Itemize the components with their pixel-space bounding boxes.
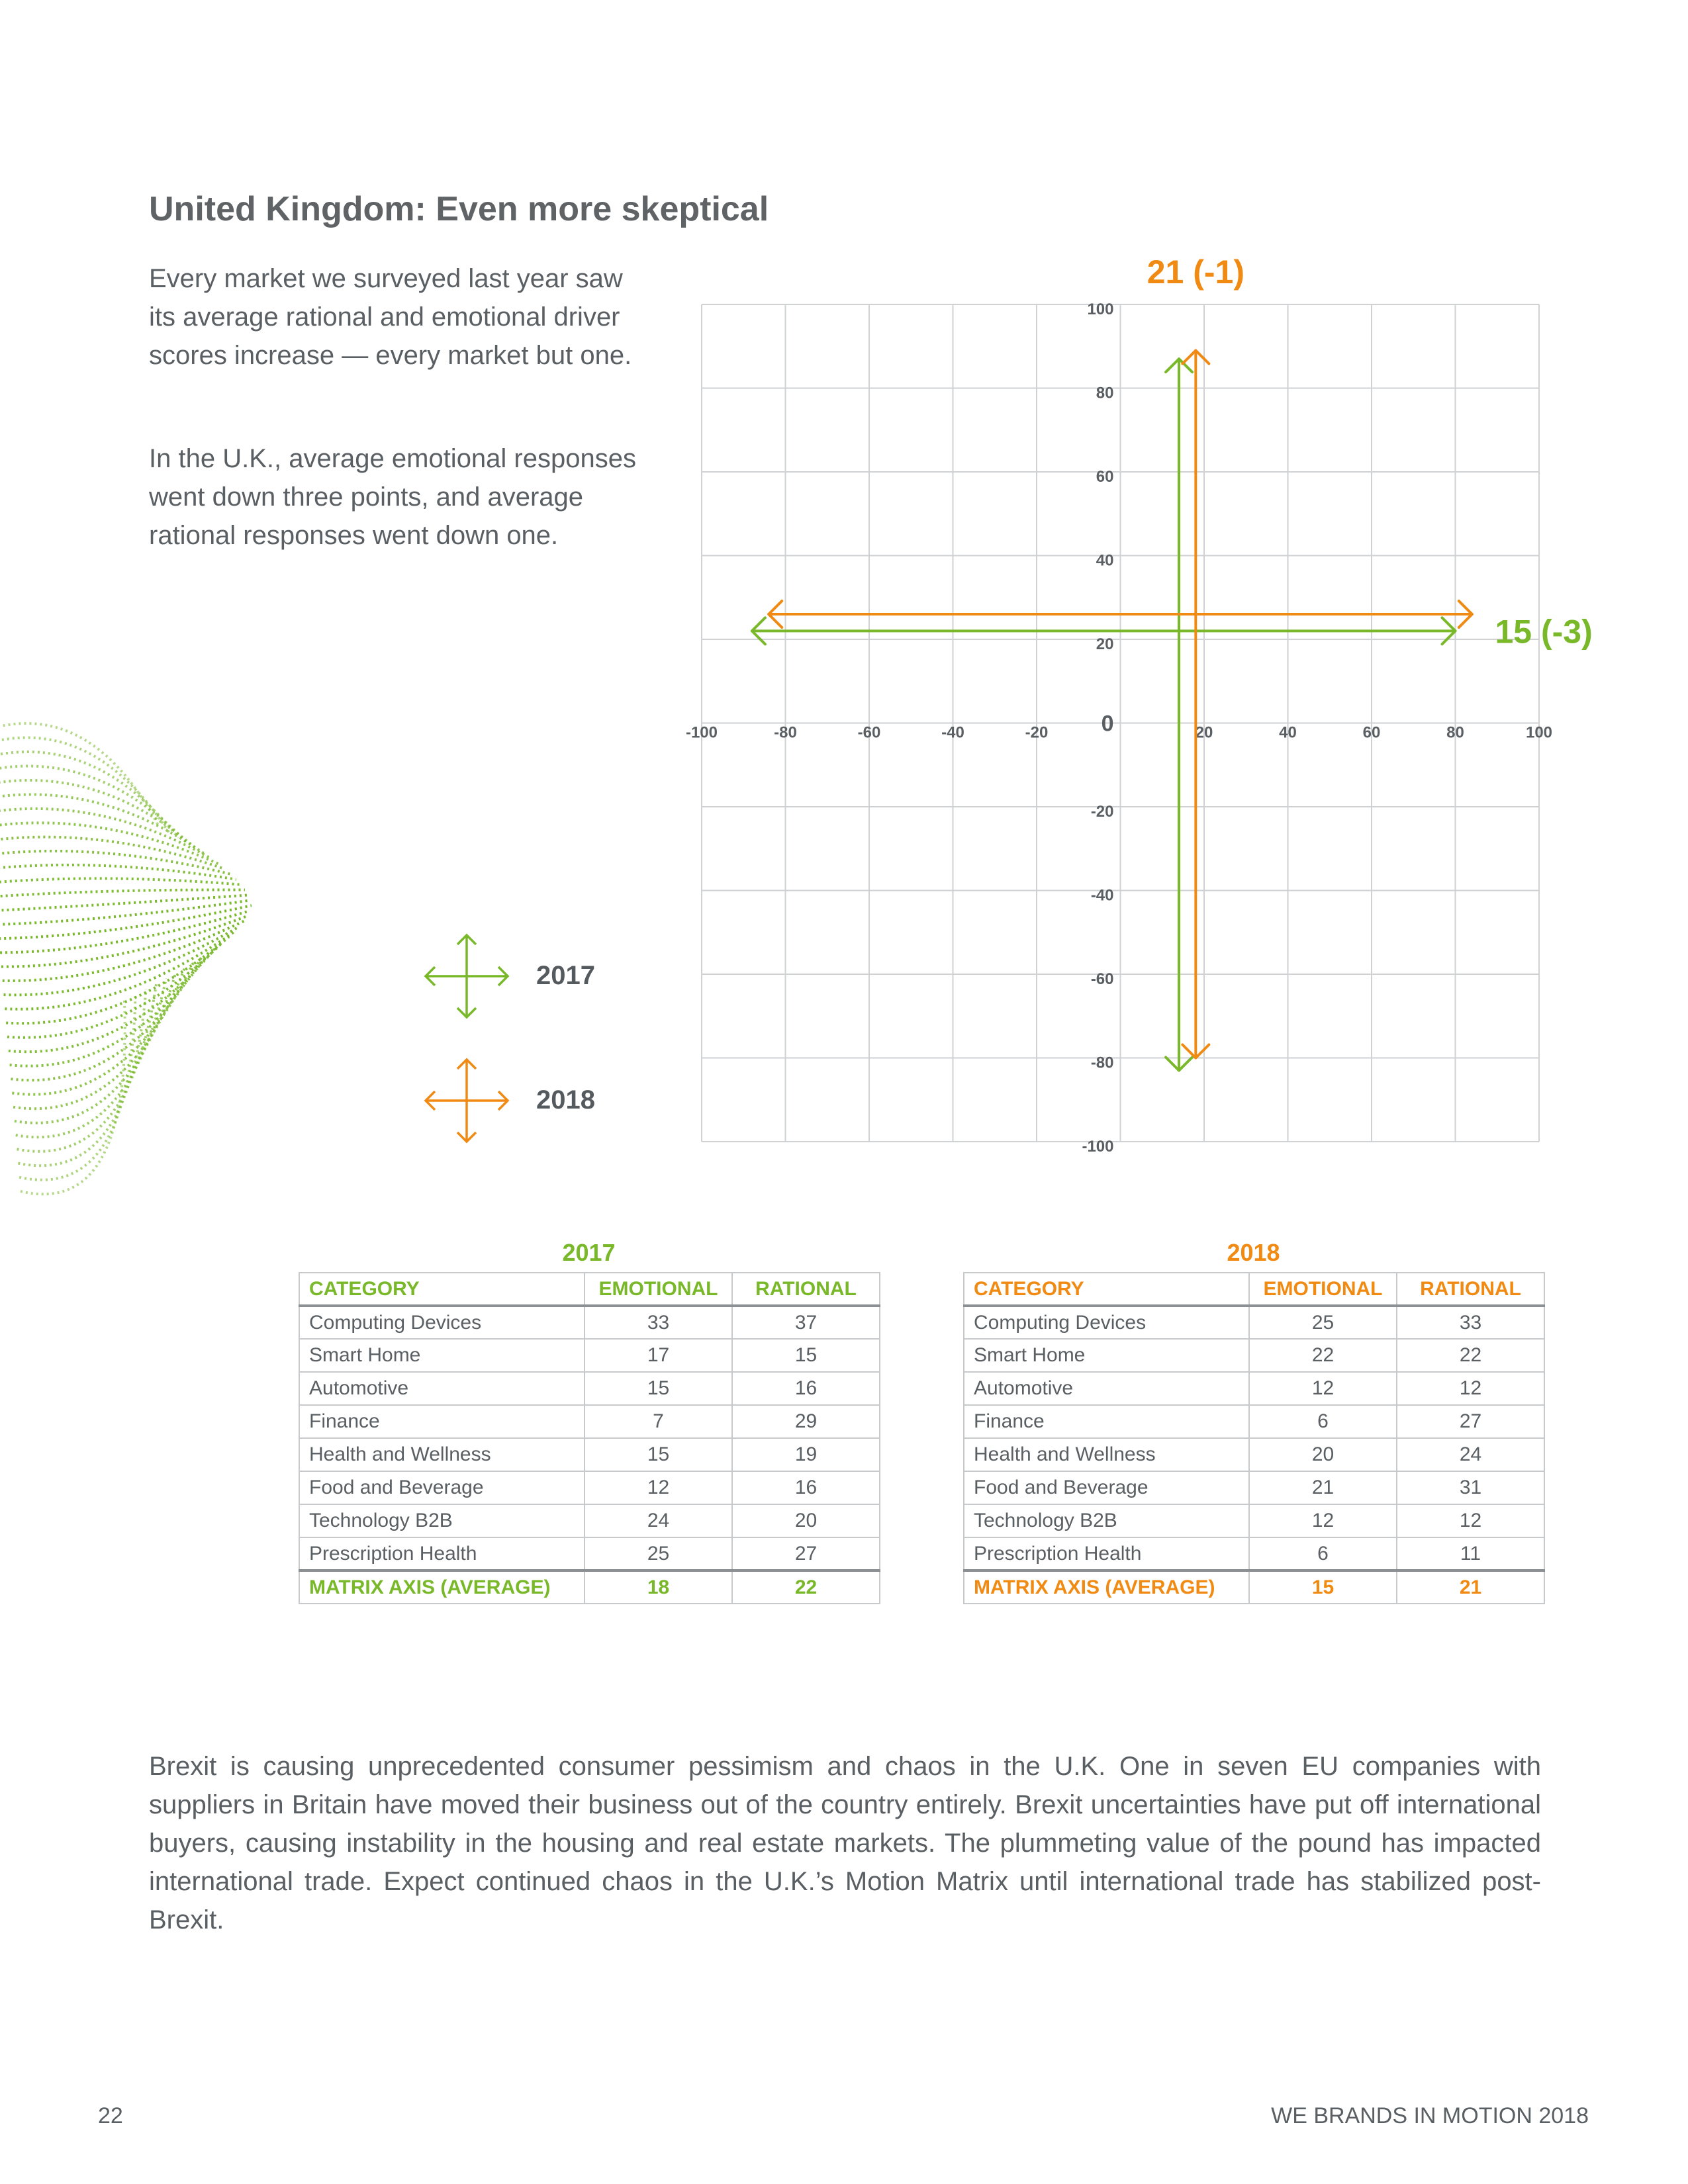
wave-line [5,932,234,1009]
cell-rational: 16 [732,1372,880,1405]
average-label: MATRIX AXIS (AVERAGE) [299,1570,585,1604]
cell-emotional: 25 [585,1537,732,1570]
x-tick-label: 40 [1279,723,1297,742]
table-row [964,1438,1544,1471]
table-2017-grid [299,1272,880,1604]
table-row [299,1339,880,1372]
wave-line [0,794,204,853]
average-emotional: 18 [585,1570,732,1604]
wave-line [1,916,248,967]
table-row [964,1504,1544,1537]
intro-paragraph-1: Every market we surveyed last year saw its average rational and emotional driver scores increase — every market but one. [149,264,632,370]
average-rational: 22 [732,1570,880,1604]
wave-line [0,752,178,838]
cell-rational: 12 [1397,1372,1544,1405]
y-tick-label: 100 [1087,300,1114,318]
table-2018 [963,1238,1544,1604]
wave-line [13,968,185,1109]
x-tick-label: 80 [1446,723,1464,742]
cell-rational: 16 [732,1471,880,1504]
cell-emotional: 12 [585,1471,732,1504]
table-row [964,1339,1544,1372]
cell-category: Food and Beverage [964,1471,1249,1504]
column-header-rational: RATIONAL [1397,1273,1544,1306]
intro-paragraph-2: In the U.K., average emotional responses went down three points, and average rational responses went down one. [149,444,636,550]
chart-tick-labels [686,300,1552,1156]
cell-category: Smart Home [964,1339,1249,1372]
annotation-vertical-delta: 21 (-1) [1147,253,1244,291]
table-2018-grid [963,1272,1545,1604]
table-row [964,1405,1544,1438]
table-row [299,1438,880,1471]
x-tick-label: -60 [857,723,881,742]
table-row [299,1405,880,1438]
x-tick-label: 100 [1525,723,1553,742]
cell-emotional: 15 [585,1438,732,1471]
table-header-row [964,1273,1544,1306]
wave-line [15,974,175,1123]
cell-category: Technology B2B [299,1504,585,1537]
cell-category: Technology B2B [964,1504,1249,1537]
cell-emotional: 12 [1249,1504,1397,1537]
wave-line [19,994,135,1180]
wave-line [0,809,211,858]
cell-category: Automotive [299,1372,585,1405]
x-tick-label: -40 [941,723,964,742]
chart-grid [702,304,1539,1142]
table-average-row [964,1570,1544,1604]
cell-emotional: 20 [1249,1438,1397,1471]
y-tick-label: -100 [1082,1138,1114,1156]
cell-emotional: 22 [1249,1339,1397,1372]
table-row [299,1504,880,1537]
cell-rational: 20 [732,1504,880,1537]
cell-category: Health and Wellness [299,1438,585,1471]
wave-line [0,900,251,925]
y-tick-label: 40 [1096,551,1114,570]
cell-emotional: 24 [585,1504,732,1537]
cell-category: Food and Beverage [299,1471,585,1504]
legend-2018-label: 2018 [536,1085,595,1115]
table-row [299,1372,880,1405]
cell-rational: 22 [1397,1339,1544,1372]
average-rational: 21 [1397,1570,1544,1604]
table-header-row [299,1273,880,1306]
cell-emotional: 17 [585,1339,732,1372]
cell-category: Smart Home [299,1339,585,1372]
table-row [964,1372,1544,1405]
cell-rational: 27 [732,1537,880,1570]
wave-line [16,978,166,1137]
column-header-emotional: EMOTIONAL [1249,1273,1397,1306]
chart-annotations [1147,253,1593,650]
legend-2017-label: 2017 [536,961,595,990]
table-row [964,1306,1544,1339]
page-title: United Kingdom: Even more skeptical [149,190,769,228]
cell-emotional: 6 [1249,1537,1397,1570]
cell-rational: 33 [1397,1306,1544,1339]
motion-matrix-chart [596,245,1628,1158]
wave-line [0,895,248,910]
table-2017 [299,1238,879,1604]
cell-rational: 27 [1397,1405,1544,1438]
column-header-category: CATEGORY [299,1273,585,1306]
column-header-category: CATEGORY [964,1273,1249,1306]
cell-rational: 24 [1397,1438,1544,1471]
table-2018-year: 2018 [1227,1239,1280,1266]
average-emotional: 15 [1249,1570,1397,1604]
x-tick-label: -100 [685,723,718,742]
y-tick-label: -60 [1090,970,1114,988]
table-row [299,1306,880,1339]
origin-label: 0 [1101,711,1114,737]
cell-emotional: 7 [585,1405,732,1438]
wave-line [18,989,146,1165]
table-average-row [299,1570,880,1604]
legend-2017-arrows-icon [417,927,516,1026]
legend [417,927,616,1152]
wave-line [0,851,231,874]
wave-line [0,837,225,869]
wave-line [0,889,245,896]
table-2017-year: 2017 [562,1239,616,1266]
cell-emotional: 6 [1249,1405,1397,1438]
cell-rational: 29 [732,1405,880,1438]
cell-category: Prescription Health [299,1537,585,1570]
cell-category: Finance [964,1405,1249,1438]
wave-line [0,878,241,884]
table-row [964,1471,1544,1504]
cell-emotional: 21 [1249,1471,1397,1504]
table-row [299,1537,880,1570]
y-tick-label: 60 [1096,468,1114,486]
x-tick-label: 20 [1195,723,1213,742]
column-header-rational: RATIONAL [732,1273,880,1306]
cell-rational: 11 [1397,1537,1544,1570]
wave-line [21,999,125,1194]
average-label: MATRIX AXIS (AVERAGE) [964,1570,1249,1604]
x-tick-label: 60 [1362,723,1381,742]
wave-line [0,780,196,848]
x-tick-label: -20 [1025,723,1049,742]
cell-emotional: 25 [1249,1306,1397,1339]
wave-line [0,865,236,880]
y-tick-label: -20 [1090,803,1114,821]
cell-emotional: 12 [1249,1372,1397,1405]
annotation-horizontal-delta: 15 (-3) [1495,613,1593,651]
footer-publication-title: WE BRANDS IN MOTION 2018 [1271,2103,1589,2128]
cell-rational: 19 [732,1438,880,1471]
y-tick-label: 80 [1096,384,1114,402]
cell-category: Computing Devices [964,1306,1249,1339]
cell-rational: 31 [1397,1471,1544,1504]
cell-rational: 15 [732,1339,880,1372]
cell-emotional: 15 [585,1372,732,1405]
cell-rational: 37 [732,1306,880,1339]
body-paragraph: Brexit is causing unprecedented consumer pessimism and chaos in the U.K. One in seven EU companies with suppliers in Britain have moved their business out of the country entirely. Brexit uncertainties have put off international buyers, causing instability in the housing and real estate markets. The plummeting value of the pound has impacted international trade. Expect continued chaos in the U.K.’s Motion Matrix until international trade has stabilized post-Brexit. [149,1752,1541,1934]
wave-line [0,766,187,843]
cell-category: Finance [299,1405,585,1438]
table-row [964,1537,1544,1570]
cell-category: Prescription Health [964,1537,1249,1570]
page-number: 22 [98,2103,123,2128]
y-tick-label: -40 [1090,886,1114,905]
decorative-wave-graphic [0,715,278,1218]
cell-category: Health and Wellness [964,1438,1249,1471]
cell-category: Automotive [964,1372,1249,1405]
cell-emotional: 33 [585,1306,732,1339]
column-header-emotional: EMOTIONAL [585,1273,732,1306]
legend-2018-arrows-icon [417,1051,516,1150]
cell-category: Computing Devices [299,1306,585,1339]
x-tick-label: -80 [774,723,797,742]
y-tick-label: 20 [1096,635,1114,653]
y-tick-label: -80 [1090,1054,1114,1072]
cell-rational: 12 [1397,1504,1544,1537]
table-row [299,1471,880,1504]
